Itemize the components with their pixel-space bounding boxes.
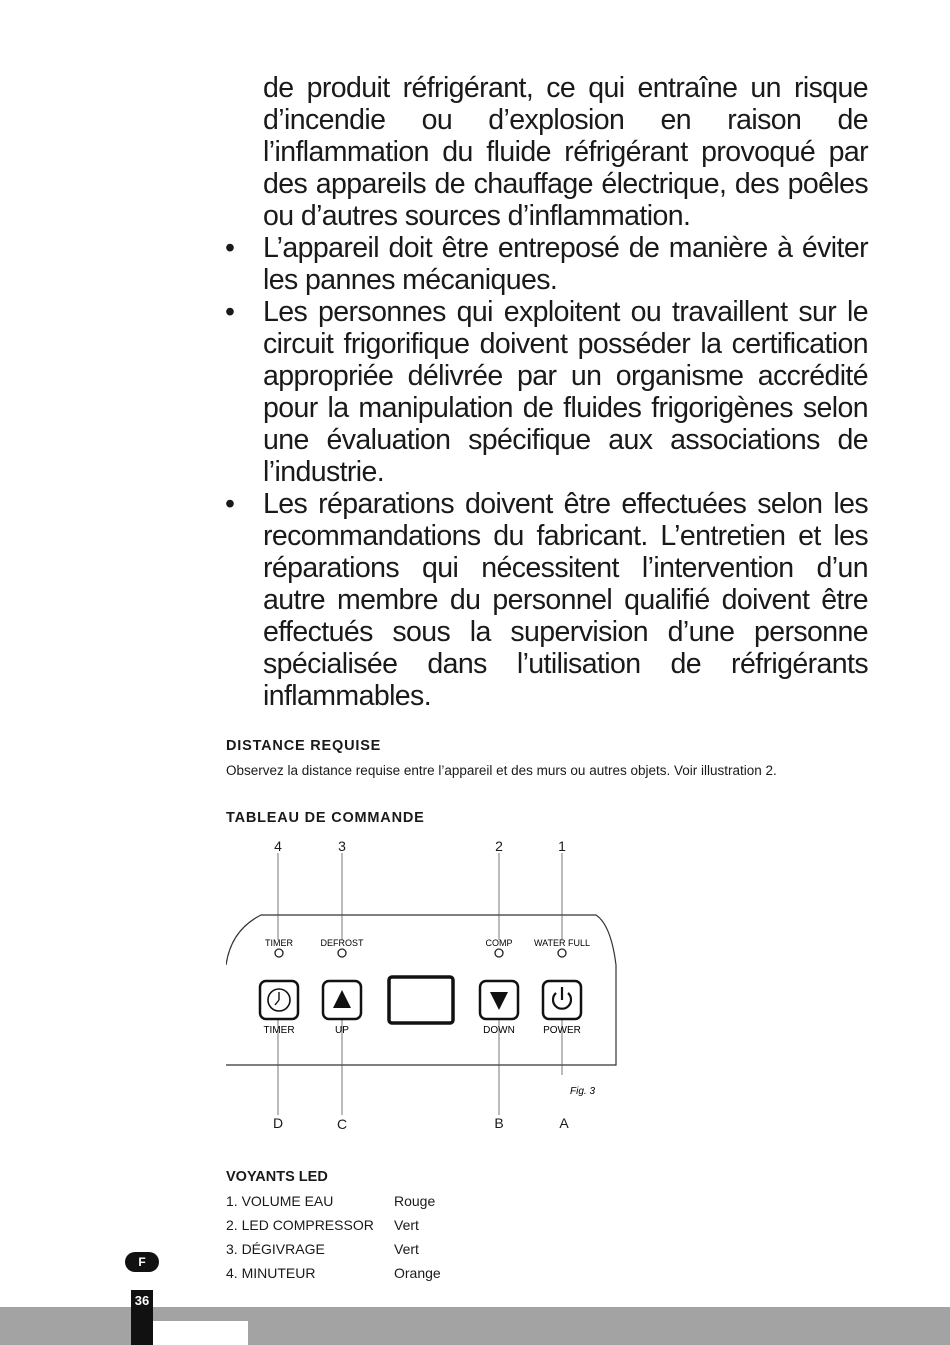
distance-text: Observez la distance requise entre l’appareil et des murs ou autres objets. Voir illustration 2. (226, 763, 777, 778)
fig-caption: Fig. 3 (570, 1086, 596, 1097)
page-number: 36 (134, 1293, 150, 1308)
led-label-comp: COMP (485, 938, 513, 948)
button-label-down: DOWN (483, 1025, 515, 1036)
led-name: 4. MINUTEUR (226, 1265, 316, 1281)
led-label-water-full: WATER FULL (533, 938, 591, 948)
display-screen (389, 977, 453, 1023)
button-label-up: UP (335, 1025, 349, 1036)
bullet-item: • Les réparations doivent être effectuées selon les recommandations du fabricant. L’entretien et les réparations qui nécessitent l’intervention d’un autre membre du personnel qualifié doivent être effectués sous la supervision d’une personne spécialisée dans l’utilisation de réfrigérants inflammables. (263, 488, 868, 712)
led-color: Rouge (394, 1193, 436, 1209)
led-water-full (558, 949, 566, 957)
callout-letter-a: A (559, 1115, 569, 1131)
led-label-defrost: DEFROST (320, 938, 364, 948)
button-label-timer: TIMER (263, 1025, 295, 1036)
led-label-timer: TIMER (265, 938, 293, 948)
callout-letter-c: C (336, 1116, 348, 1132)
callout-number-4: 4 (274, 838, 282, 854)
led-timer (275, 949, 283, 957)
paragraph-continuation: de produit réfrigérant, ce qui entraîne un risque d’incendie ou d’explosion en raison de l’inflammation du fluide réfrigérant provoqué par des appareils de chauffage électrique, des poêles ou d’autres sources d’inflammation. (263, 72, 868, 232)
led-name: 3. DÉGIVRAGE (226, 1241, 325, 1257)
leds-title: VOYANTS LED (226, 1169, 328, 1185)
distance-title: DISTANCE REQUISE (226, 738, 382, 754)
led-color: Vert (394, 1241, 419, 1257)
led-color: Orange (394, 1265, 441, 1281)
led-comp (495, 949, 503, 957)
bullet-item: • L’appareil doit être entreposé de manière à éviter les pannes mécaniques. (263, 232, 868, 296)
led-name: 2. LED COMPRESSOR (226, 1217, 374, 1233)
bullet-item: • Les personnes qui exploitent ou travaillent sur le circuit frigorifique doivent posséder la certification appropriée délivrée par un organisme accrédité pour la manipulation de fluides frigorigènes selon une évaluation spécifique aux associations de l’industrie. (263, 296, 868, 488)
callout-number-2: 2 (495, 838, 503, 854)
led-name: 1. VOLUME EAU (226, 1193, 334, 1209)
footer-white-tab (153, 1321, 248, 1345)
language-badge: F (125, 1252, 159, 1272)
led-defrost (338, 949, 346, 957)
callout-letter-b: B (494, 1115, 504, 1131)
callout-number-1: 1 (558, 838, 566, 854)
led-color: Vert (394, 1217, 419, 1233)
control-panel-drawing (226, 835, 626, 1135)
button-label-power: POWER (543, 1025, 581, 1036)
callout-letter-d: D (272, 1115, 284, 1131)
control-panel-illustration (226, 835, 626, 1135)
callout-number-3: 3 (338, 838, 346, 854)
panel-title: TABLEAU DE COMMANDE (226, 810, 425, 826)
main-text-block (263, 72, 868, 712)
